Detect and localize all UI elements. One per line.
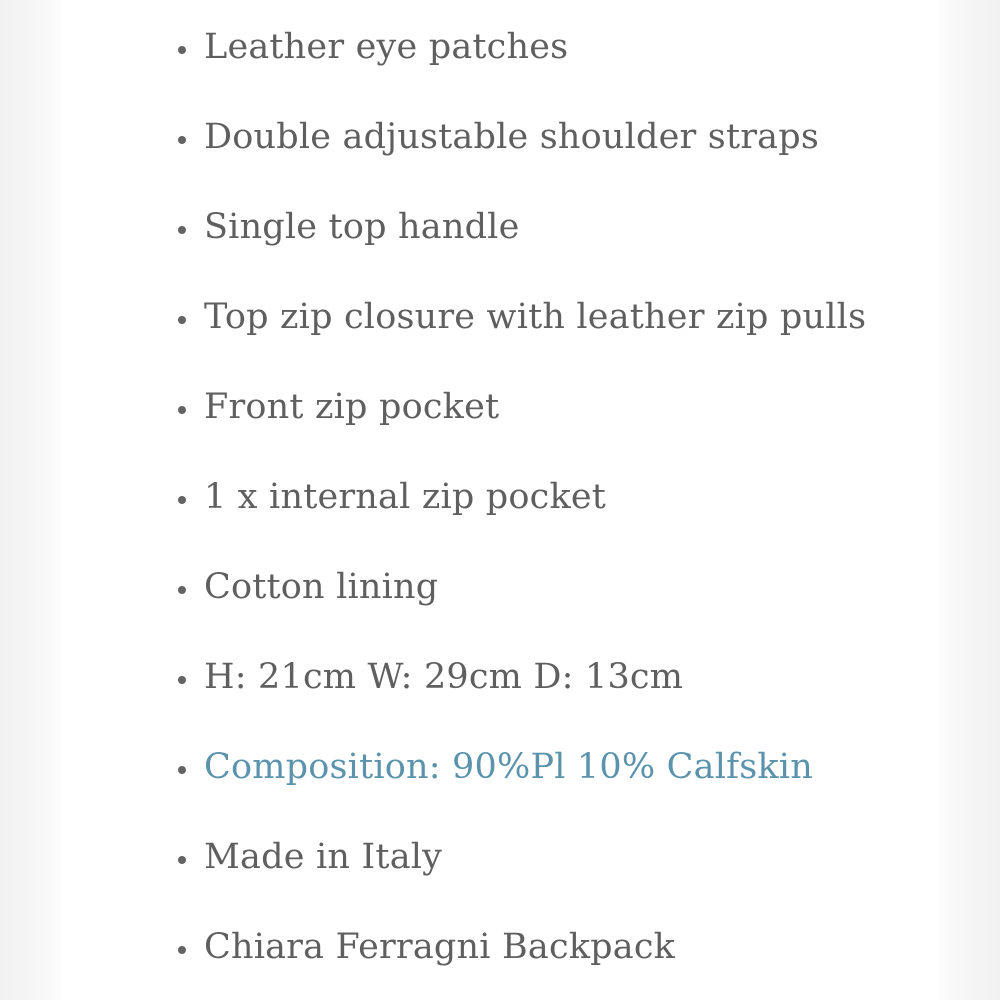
list-item-text: 1 x internal zip pocket <box>204 477 607 517</box>
list-item-text: Chiara Ferragni Backpack <box>204 927 676 967</box>
list-item-text: Cotton lining <box>204 567 439 607</box>
list-item <box>178 647 683 707</box>
bullet-icon <box>178 46 186 54</box>
list-item-text: Double adjustable shoulder straps <box>204 117 819 157</box>
composition-link[interactable] <box>178 737 813 797</box>
list-item <box>178 107 819 167</box>
list-item <box>178 917 675 977</box>
bullet-icon <box>178 496 186 504</box>
bullet-icon <box>178 856 186 864</box>
list-item <box>178 287 866 347</box>
composition-link-text[interactable]: Composition: 90%Pl 10% Calfskin <box>204 747 813 787</box>
bullet-icon <box>178 406 186 414</box>
list-item-text: Made in Italy <box>204 837 443 877</box>
bullet-icon <box>178 946 186 954</box>
list-item <box>178 557 438 617</box>
list-item <box>178 377 499 437</box>
bullet-icon <box>178 586 186 594</box>
bullet-icon <box>178 766 186 774</box>
list-item-text: Front zip pocket <box>204 387 500 427</box>
bullet-icon <box>178 676 186 684</box>
bullet-icon <box>178 136 186 144</box>
list-item-text: Single top handle <box>204 207 520 247</box>
bullet-icon <box>178 316 186 324</box>
list-item <box>178 467 606 527</box>
list-item <box>178 17 568 77</box>
list-item-text: Leather eye patches <box>204 27 569 67</box>
bullet-icon <box>178 226 186 234</box>
list-item-text: H: 21cm W: 29cm D: 13cm <box>204 657 684 697</box>
list-item <box>178 197 519 257</box>
list-item <box>178 827 442 887</box>
list-item-text: Top zip closure with leather zip pulls <box>204 297 867 337</box>
